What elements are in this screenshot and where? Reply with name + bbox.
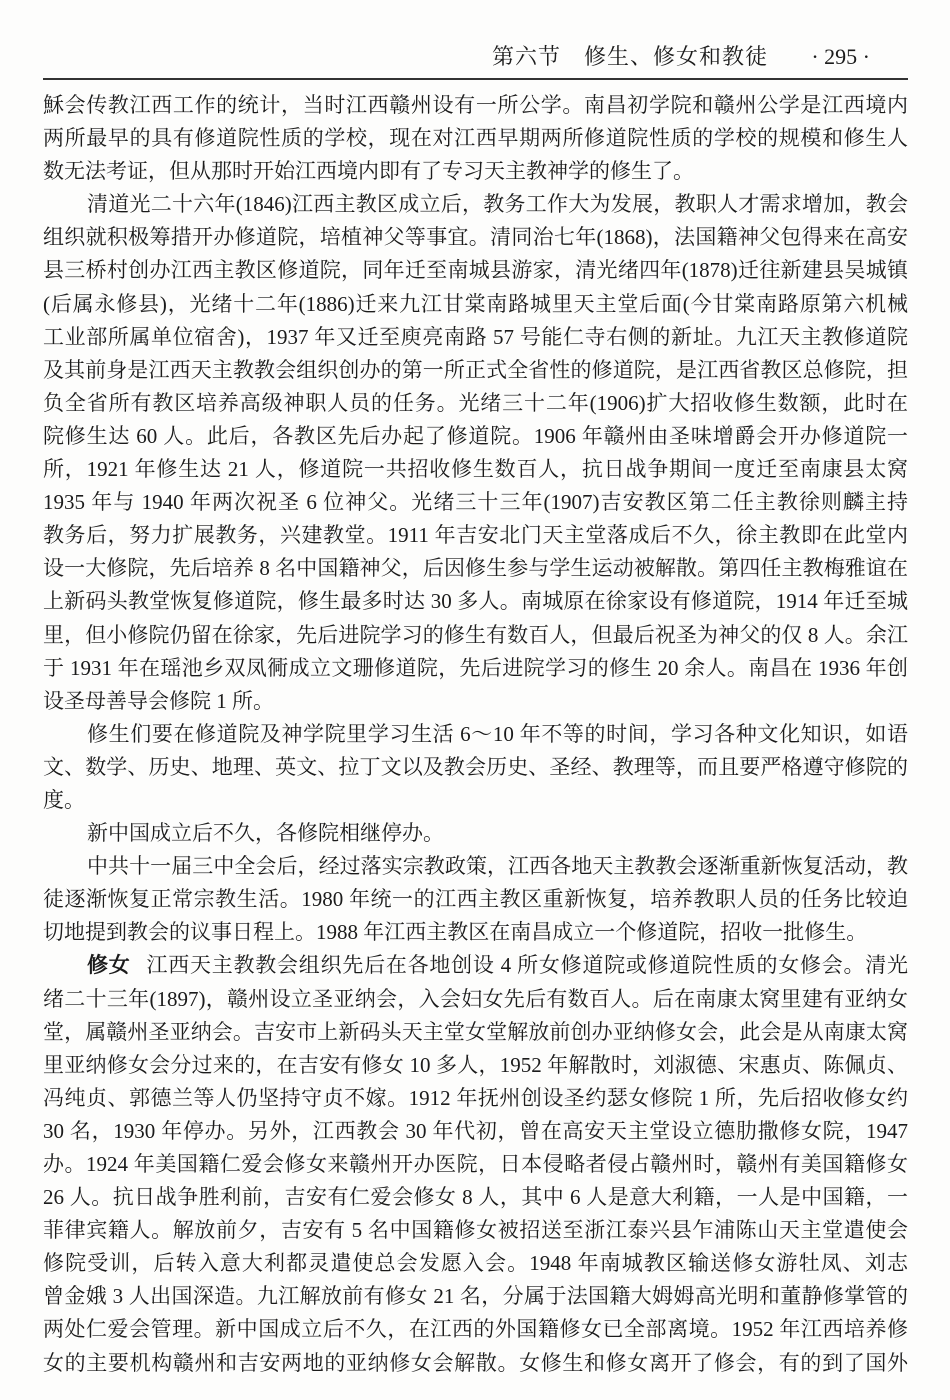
line-text: 菲律宾籍人。解放前夕，吉安有 5 名中国籍修女被招送至浙江泰兴县乍浦陈山天主堂遣使会	[43, 1218, 908, 1243]
text-line	[43, 1280, 908, 1313]
running-header	[43, 40, 908, 76]
text-line	[43, 1214, 908, 1247]
text-line	[43, 718, 908, 751]
text-line	[43, 221, 908, 254]
text-line	[43, 420, 908, 453]
line-text: 26 人。抗日战争胜利前，吉安有仁爱会修女 8 人，其中 6 人是意大利籍，一人是中国籍，一	[43, 1185, 908, 1210]
paragraph	[43, 817, 908, 850]
line-text: 绪二十三年(1897)，赣州设立圣亚纳会，入会妇女先后有数百人。后在南康太窝里建有亚纳女	[43, 986, 908, 1011]
text-line	[43, 850, 908, 883]
paragraph	[43, 850, 908, 949]
line-text: 里，但小修院仍留在徐家，先后进院学习的修生有数百人，但最后祝圣为神父的仅 8 人。余江	[43, 622, 908, 647]
header-rule	[43, 78, 908, 80]
text-line	[43, 817, 908, 850]
text-line	[43, 519, 908, 552]
line-text: 清道光二十六年(1846)江西主教区成立后，教务工作大为发展，教职人才需求增加，教会	[87, 192, 908, 217]
line-text: 曾金娥 3 人出国深造。九江解放前有修女 21 名，分属于法国籍大姆姆高光明和董静修掌管的	[43, 1284, 908, 1309]
line-text: 两处仁爱会管理。新中国成立后不久，在江西的外国籍修女已全部离境。1952 年江西培养修	[43, 1317, 908, 1342]
line-text: (后属永修县)，光绪十二年(1886)迁来九江甘棠南路城里天主堂后面(今甘棠南路原第六机械	[43, 291, 908, 316]
text-line	[43, 585, 908, 618]
section-title: 第六节 修生、修女和教徒	[491, 44, 768, 69]
line-text: 于 1931 年在瑶池乡双凤衕成立文珊修道院，先后进院学习的修生 20 余人。南昌在 1936 年创	[43, 655, 908, 680]
line-text: 穌会传教江西工作的统计，当时江西赣州设有一所公学。南昌初学院和赣州公学是江西境内	[43, 93, 908, 117]
line-text: 里亚纳修女会分过来的，在吉安有修女 10 多人，1952 年解散时，刘淑德、宋惠贞、陈佩贞、	[43, 1052, 908, 1077]
text-line	[43, 89, 908, 122]
paragraph	[43, 89, 908, 188]
line-text: 所，1921 年修生达 21 人，修道院一共招收修生数百人，抗日战争期间一度迁至南康县太窝	[43, 457, 908, 482]
text-line	[43, 1313, 908, 1346]
text-line	[43, 453, 908, 486]
text-line	[43, 983, 908, 1016]
text-line	[43, 1181, 908, 1214]
text-line	[43, 784, 908, 817]
text-line	[43, 1148, 908, 1181]
line-text: 办。1924 年美国籍仁爱会修女来赣州开办医院，日本侵略者侵占赣州时，赣州有美国籍修女	[43, 1152, 908, 1176]
line-text: 修院受训，后转入意大利都灵遣使总会发愿入会。1948 年南城教区输送修女游牡凤、刘志	[43, 1251, 908, 1276]
text-line	[43, 1082, 908, 1115]
text-line	[43, 552, 908, 585]
line-text: 数无法考证，但从那时开始江西境内即有了专习天主教神学的修生了。	[43, 159, 694, 184]
text-line	[43, 949, 908, 982]
line-text: 女的主要机构赣州和吉安两地的亚纳修女会解散。女修生和修女离开了修会，有的到了国外	[43, 1350, 908, 1375]
text-line	[43, 387, 908, 420]
text-line	[43, 1115, 908, 1148]
body-text	[43, 89, 908, 1380]
text-line	[43, 122, 908, 155]
text-line	[43, 288, 908, 321]
line-text: 1935 年与 1940 年两次祝圣 6 位神父。光绪三十三年(1907)吉安教区第二任主教徐则麟主持	[43, 490, 908, 515]
line-text: 切地提到教会的议事日程上。1988 年江西主教区在南昌成立一个修道院，招收一批修生。	[43, 920, 868, 945]
line-text: 两所最早的具有修道院性质的学校，现在对江西早期两所修道院性质的学校的规模和修生人	[43, 126, 908, 151]
text-line	[43, 1247, 908, 1280]
line-text: 堂，属赣州圣亚纳会。吉安市上新码头天主堂女堂解放前创办亚纳修女会，此会是从南康太窝	[43, 1019, 908, 1044]
paragraph	[43, 949, 908, 1379]
line-text: 修生们要在修道院及神学院里学习生活 6～10 年不等的时间，学习各种文化知识，如语	[87, 721, 908, 746]
line-text: 徒逐渐恢复正常宗教生活。1980 年统一的江西主教区重新恢复，培养教职人员的任务比较迫	[43, 887, 908, 912]
text-line	[43, 751, 908, 784]
text-line	[43, 321, 908, 354]
line-text: 江西天主教教会组织先后在各地创设 4 所女修道院或修道院性质的女修会。清光	[146, 953, 908, 978]
page-number: · 295 ·	[811, 44, 870, 69]
text-line	[43, 1049, 908, 1082]
line-text: 设圣母善导会修院 1 所。	[43, 688, 274, 713]
line-text: 工业部所属单位宿舍)，1937 年又迁至庾亮南路 57 号能仁寺右侧的新址。九江天主教修道院	[43, 324, 908, 349]
line-text: 冯纯贞、郭德兰等人仍坚持守贞不嫁。1912 年抚州创设圣约瑟女修院 1 所，先后招收修女约	[43, 1085, 908, 1110]
text-line	[43, 354, 908, 387]
text-line	[43, 685, 908, 718]
paragraph	[43, 188, 908, 718]
text-line	[43, 1016, 908, 1049]
text-line	[43, 619, 908, 652]
line-text: 度。	[43, 787, 85, 812]
text-line	[43, 1347, 908, 1380]
line-text: 组织就积极筹措开办修道院，培植神父等事宜。清同治七年(1868)，法国籍神父包得来在高安	[43, 225, 908, 250]
line-text: 院修生达 60 人。此后，各教区先后办起了修道院。1906 年赣州由圣味增爵会开办修道院一	[43, 423, 908, 448]
line-text: 30 名，1930 年停办。另外，江西教会 30 年代初，曾在高安天主堂设立德肋撒修女院，1947	[43, 1118, 908, 1143]
line-text: 设一大修院，先后培养 8 名中国籍神父，后因修生参与学生运动被解散。第四任主教梅雅谊在	[43, 556, 908, 581]
paragraph-label: 修女	[87, 953, 131, 978]
text-line	[43, 254, 908, 287]
line-text: 县三桥村创办江西主教区修道院，同年迁至南城县游家，清光绪四年(1878)迁往新建县吴城镇	[43, 258, 908, 283]
paragraph	[43, 718, 908, 817]
line-text: 文、数学、历史、地理、英文、拉丁文以及教会历史、圣经、教理等，而且要严格遵守修院的	[43, 754, 908, 779]
text-line	[43, 883, 908, 916]
line-text: 中共十一届三中全会后，经过落实宗教政策，江西各地天主教教会逐渐重新恢复活动，教	[87, 854, 908, 879]
text-line	[43, 652, 908, 685]
text-line	[43, 188, 908, 221]
line-text: 负全省所有教区培养高级神职人员的任务。光绪三十二年(1906)扩大招收修生数额，此时在	[43, 390, 908, 415]
line-text: 新中国成立后不久，各修院相继停办。	[87, 821, 444, 846]
text-line	[43, 916, 908, 949]
line-text: 教务后，努力扩展教务，兴建教堂。1911 年吉安北门天主堂落成后不久，徐主教即在此堂内	[43, 523, 908, 548]
line-text: 及其前身是江西天主教教会组织创办的第一所正式全省性的修道院，是江西省教区总修院，担	[43, 357, 908, 382]
text-line	[43, 155, 908, 188]
text-line	[43, 486, 908, 519]
line-text: 上新码头教堂恢复修道院，修生最多时达 30 多人。南城原在徐家设有修道院，1914 年迁至城	[43, 589, 908, 614]
